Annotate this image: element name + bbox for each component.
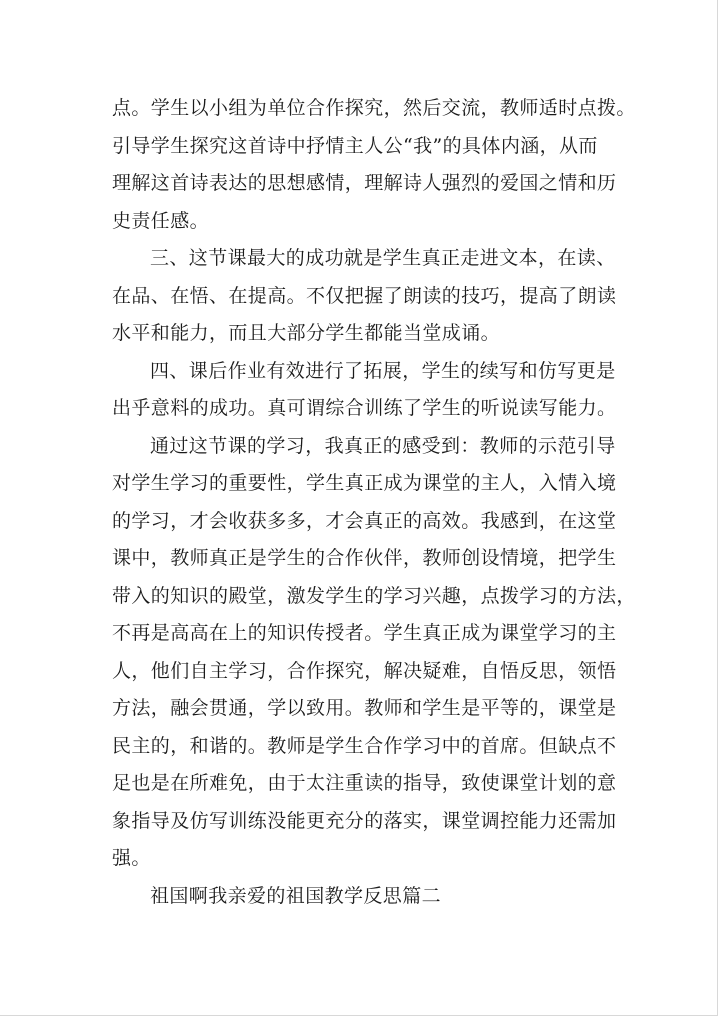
text-line: 象指导及仿写训练没能更充分的落实，课堂调控能力还需加	[112, 809, 617, 832]
text-line: 出乎意料的成功。真可谓综合训练了学生的听说读写能力。	[112, 397, 617, 419]
text-line: 人，他们自主学习，合作探究，解决疑难，自悟反思，领悟	[112, 659, 617, 682]
text-line: 点。学生以小组为单位合作探究，然后交流，教师适时点拨。	[112, 97, 636, 119]
paragraph-start-line: 通过这节课的学习，我真正的感受到：教师的示范引导	[150, 434, 616, 457]
text-line: 水平和能力，而且大部分学生都能当堂成诵。	[112, 322, 501, 344]
text-line: 方法，融会贯通，学以致用。教师和学生是平等的，课堂是	[112, 697, 617, 719]
text-line: 足也是在所难免，由于太注重读的指导，致使课堂计划的意	[112, 772, 617, 794]
paragraph-start-line: 四、课后作业有效进行了拓展，学生的续写和仿写更是	[150, 359, 616, 382]
section-heading: 祖国啊我亲爱的祖国教学反思篇二	[150, 884, 442, 907]
text-line: 在品、在悟、在提高。不仅把握了朗读的技巧，提高了朗读	[112, 284, 617, 307]
text-line: 课中，教师真正是学生的合作伙伴，教师创设情境，把学生	[112, 547, 617, 569]
text-line: 民主的，和谐的。教师是学生合作学习中的首席。但缺点不	[112, 734, 617, 757]
text-line: 强。	[112, 847, 151, 869]
text-line: 史责任感。	[112, 209, 210, 232]
document-body	[112, 90, 636, 915]
text-line: 理解这首诗表达的思想感情，理解诗人强烈的爱国之情和历	[112, 172, 617, 194]
paragraph-start-line: 三、这节课最大的成功就是学生真正走进文本，在读、	[150, 247, 616, 269]
text-line: 不再是高高在上的知识传授者。学生真正成为课堂学习的主	[112, 622, 617, 644]
text-line: 带入的知识的殿堂，激发学生的学习兴趣，点拨学习的方法，	[112, 584, 636, 607]
text-line: 对学生学习的重要性，学生真正成为课堂的主人，入情入境	[112, 472, 617, 494]
text-line: 的学习，才会收获多多，才会真正的高效。我感到，在这堂	[112, 509, 617, 532]
text-line: 引导学生探究这首诗中抒情主人公“我”的具体内涵，从而	[112, 134, 598, 157]
